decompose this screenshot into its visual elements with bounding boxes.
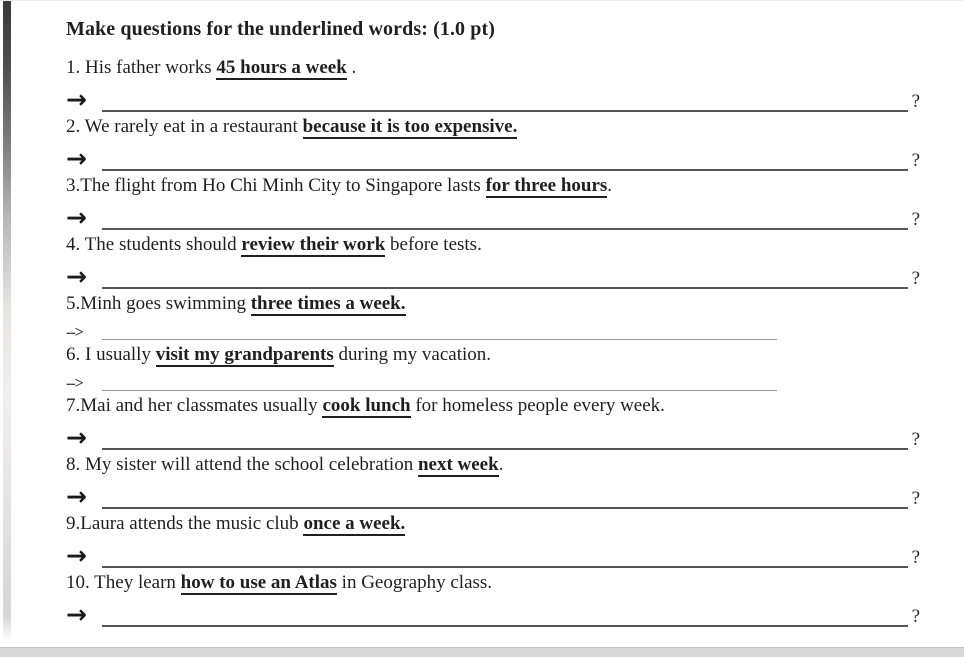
question-text bbox=[66, 289, 920, 318]
question-text-post: . bbox=[346, 57, 357, 78]
question-text-post: . bbox=[498, 454, 504, 475]
question-text bbox=[66, 112, 920, 141]
question-text-post: for homeless people every week. bbox=[410, 395, 665, 416]
question-underlined-phrase: how to use an Atlas bbox=[180, 572, 337, 593]
answer-row bbox=[66, 369, 920, 391]
question-text-pre: 3.The flight from Ho Chi Minh City to Singapore lasts bbox=[66, 175, 486, 196]
question-item bbox=[66, 391, 920, 450]
question-list bbox=[66, 53, 920, 627]
question-item bbox=[66, 53, 920, 112]
answer-row bbox=[66, 82, 920, 112]
question-text-post: . bbox=[607, 175, 613, 196]
answer-row bbox=[66, 141, 920, 171]
question-text bbox=[66, 391, 920, 420]
arrow-icon: → bbox=[66, 203, 87, 232]
question-underlined-phrase: once a week. bbox=[303, 513, 406, 534]
question-mark: ? bbox=[911, 209, 920, 230]
question-item bbox=[66, 171, 920, 230]
question-text bbox=[66, 340, 920, 369]
arrow-icon: → bbox=[66, 541, 87, 570]
question-mark: ? bbox=[911, 547, 920, 568]
page-left-edge-shadow bbox=[3, 1, 11, 641]
answer-row bbox=[66, 200, 920, 230]
answer-row bbox=[66, 538, 920, 568]
question-item bbox=[66, 112, 920, 171]
answer-blank-line bbox=[102, 317, 777, 340]
question-text-post: during my vacation. bbox=[333, 344, 492, 365]
arrow-icon: → bbox=[66, 600, 87, 629]
answer-row bbox=[66, 420, 920, 450]
answer-row bbox=[66, 597, 920, 627]
question-mark: ? bbox=[911, 91, 920, 112]
question-underlined-phrase: for three hours bbox=[485, 175, 608, 196]
question-mark: ? bbox=[911, 268, 920, 289]
question-text-pre: 5.Minh goes swimming bbox=[66, 293, 251, 314]
question-text bbox=[66, 171, 920, 200]
arrow-icon: → bbox=[66, 423, 87, 452]
question-underlined-phrase: review their work bbox=[241, 234, 386, 255]
answer-blank-line bbox=[102, 418, 908, 450]
answer-row bbox=[66, 259, 920, 289]
arrow-icon: --> bbox=[66, 324, 83, 341]
answer-row bbox=[66, 479, 920, 509]
question-underlined-phrase: cook lunch bbox=[322, 395, 411, 416]
answer-blank-line bbox=[102, 536, 908, 568]
answer-blank-line bbox=[102, 477, 908, 509]
question-mark: ? bbox=[911, 429, 920, 450]
question-underlined-phrase: next week bbox=[417, 454, 499, 475]
question-item bbox=[66, 450, 920, 509]
answer-blank-line bbox=[102, 257, 908, 289]
question-mark: ? bbox=[911, 150, 920, 171]
question-text-pre: 7.Mai and her classmates usually bbox=[66, 395, 323, 416]
question-text bbox=[66, 450, 920, 479]
question-mark: ? bbox=[911, 606, 920, 627]
question-text-pre: 8. My sister will attend the school celebration bbox=[66, 454, 418, 475]
question-text-post: in Geography class. bbox=[336, 572, 493, 593]
question-underlined-phrase: because it is too expensive. bbox=[302, 116, 518, 137]
answer-blank-line bbox=[102, 198, 908, 230]
question-item bbox=[66, 230, 920, 289]
arrow-icon: → bbox=[66, 85, 87, 114]
question-text-pre: 2. We rarely eat in a restaurant bbox=[66, 116, 303, 137]
question-underlined-phrase: visit my grandparents bbox=[155, 344, 334, 365]
question-underlined-phrase: three times a week. bbox=[250, 293, 406, 314]
question-item bbox=[66, 509, 920, 568]
arrow-icon: --> bbox=[66, 375, 83, 392]
answer-blank-line bbox=[102, 80, 908, 112]
question-text-pre: 4. The students should bbox=[66, 234, 242, 255]
worksheet-content bbox=[66, 7, 920, 627]
question-item bbox=[66, 568, 920, 627]
arrow-icon: → bbox=[66, 144, 87, 173]
question-text-pre: 10. They learn bbox=[66, 572, 181, 593]
answer-row bbox=[66, 318, 920, 340]
answer-blank-line bbox=[102, 368, 777, 391]
answer-blank-line bbox=[102, 139, 908, 171]
question-item bbox=[66, 340, 920, 391]
question-underlined-phrase: 45 hours a week bbox=[216, 57, 347, 78]
answer-blank-line bbox=[102, 595, 908, 627]
question-text bbox=[66, 230, 920, 259]
arrow-icon: → bbox=[66, 482, 87, 511]
question-text bbox=[66, 509, 920, 538]
question-mark: ? bbox=[911, 488, 920, 509]
question-text-post: before tests. bbox=[385, 234, 482, 255]
question-text-pre: 1. His father works bbox=[66, 57, 217, 78]
question-text bbox=[66, 53, 920, 82]
question-text-pre: 9.Laura attends the music club bbox=[66, 513, 304, 534]
arrow-icon: → bbox=[66, 262, 87, 291]
exercise-title: Make questions for the underlined words: (1.0 pt) bbox=[66, 18, 495, 40]
question-text-pre: 6. I usually bbox=[66, 344, 156, 365]
question-item bbox=[66, 289, 920, 340]
question-text bbox=[66, 568, 920, 597]
